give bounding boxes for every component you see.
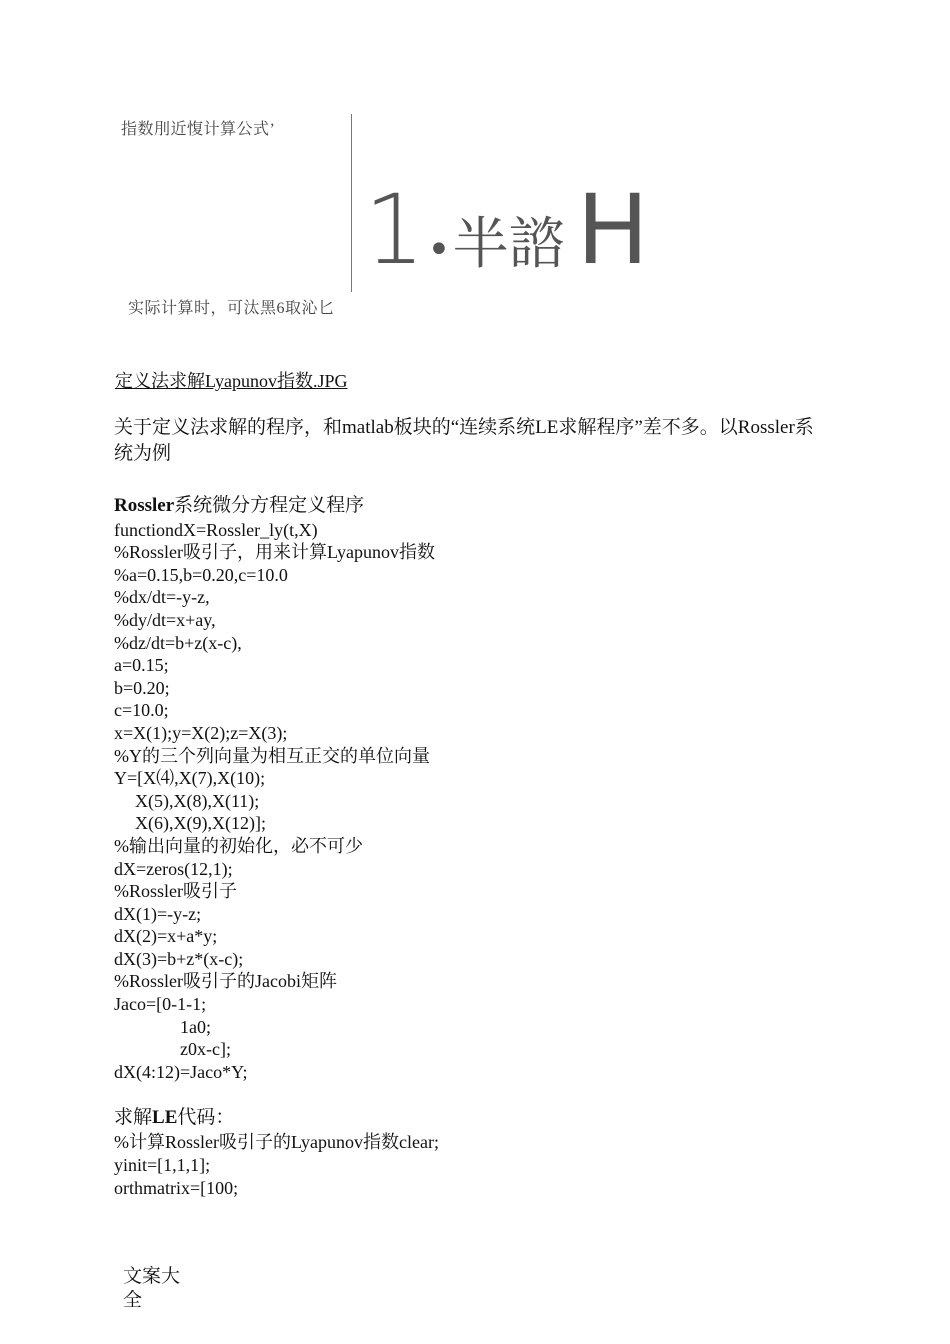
heading-pre-part: 求解 [114, 1107, 153, 1129]
heading-post-part: 代码： [177, 1107, 235, 1129]
code-line: functiondX=Rossler_ly(t,X) [114, 519, 318, 540]
code-line: %Rossler吸引子的Jacobi矩阵 [114, 971, 337, 992]
code-line: dX(3)=b+z*(x-c); [114, 948, 244, 969]
code-line: X(6),X(9),X(12)]; [135, 813, 266, 834]
code-line: b=0.20; [114, 677, 170, 698]
code-line: %a=0.15,b=0.20,c=10.0 [114, 564, 288, 585]
section-heading-rossler [114, 493, 814, 519]
heading-bold-part: Rossler [114, 494, 175, 516]
code-line: dX(1)=-y-z; [114, 903, 202, 924]
code-line: yinit=[1,1,1]; [114, 1155, 211, 1176]
code-line: dX(4:12)=Jaco*Y; [114, 1061, 248, 1082]
code-line: dX(2)=x+a*y; [114, 926, 218, 947]
code-line: orthmatrix=[100; [114, 1177, 239, 1198]
figure-caption-top: 指数刖近愎计算公式’ [121, 121, 276, 138]
code-line: %dz/dt=b+z(x-c), [114, 632, 242, 653]
heading-rest-part: 系统微分方程定义程序 [174, 494, 365, 516]
section-heading-le [114, 1105, 814, 1131]
formula-letter: H [576, 174, 649, 286]
code-line: x=X(1);y=X(2);z=X(3); [114, 722, 288, 743]
code-line: dX=zeros(12,1); [114, 858, 233, 879]
formula-figure [0, 0, 950, 330]
formula-chinese: 半諮 [452, 212, 565, 277]
code-line: %计算Rossler吸引子的Lyapunov指数clear; [114, 1132, 439, 1153]
code-line: %Rossler吸引子 [114, 881, 237, 902]
document-body [114, 370, 814, 1199]
heading-bold-part: LE [152, 1107, 178, 1129]
figure-divider [351, 114, 352, 292]
code-line: c=10.0; [114, 700, 169, 721]
formula-dot: • [427, 227, 451, 273]
code-line: Y=[X⑷,X(7),X(10); [114, 768, 266, 789]
code-line: 1a0; [180, 1016, 211, 1037]
section-gap [114, 1083, 814, 1105]
code-line: Jaco=[0-1-1; [114, 994, 207, 1015]
formula-image [364, 174, 649, 286]
page-footer: 文案大全 [123, 1266, 181, 1311]
figure-caption-bottom: 实际计算时，可汰黑6取沁匕 [128, 300, 335, 317]
code-line: %dx/dt=-y-z, [114, 587, 210, 608]
code-line: X(5),X(8),X(11); [135, 790, 260, 811]
code-line: %Y的三个列向量为相互正交的单位向量 [114, 745, 430, 766]
code-line: a=0.15; [114, 655, 169, 676]
image-link-title[interactable]: 定义法求解Lyapunov指数.JPG [115, 371, 348, 391]
le-solver-code [114, 1105, 814, 1199]
formula-number: 1 [364, 174, 426, 286]
intro-paragraph: 关于定义法求解的程序，和matlab板块的“连续系统LE求解程序”差不多。以Rossler系统为例 [114, 416, 814, 464]
code-line: %Rossler吸引子，用来计算Lyapunov指数 [114, 542, 435, 563]
code-line: z0x-c]; [180, 1039, 231, 1060]
code-line: %输出向量的初始化，必不可少 [114, 835, 363, 856]
code-line: %dy/dt=x+ay, [114, 609, 216, 630]
rossler-definition-code [114, 493, 814, 1084]
